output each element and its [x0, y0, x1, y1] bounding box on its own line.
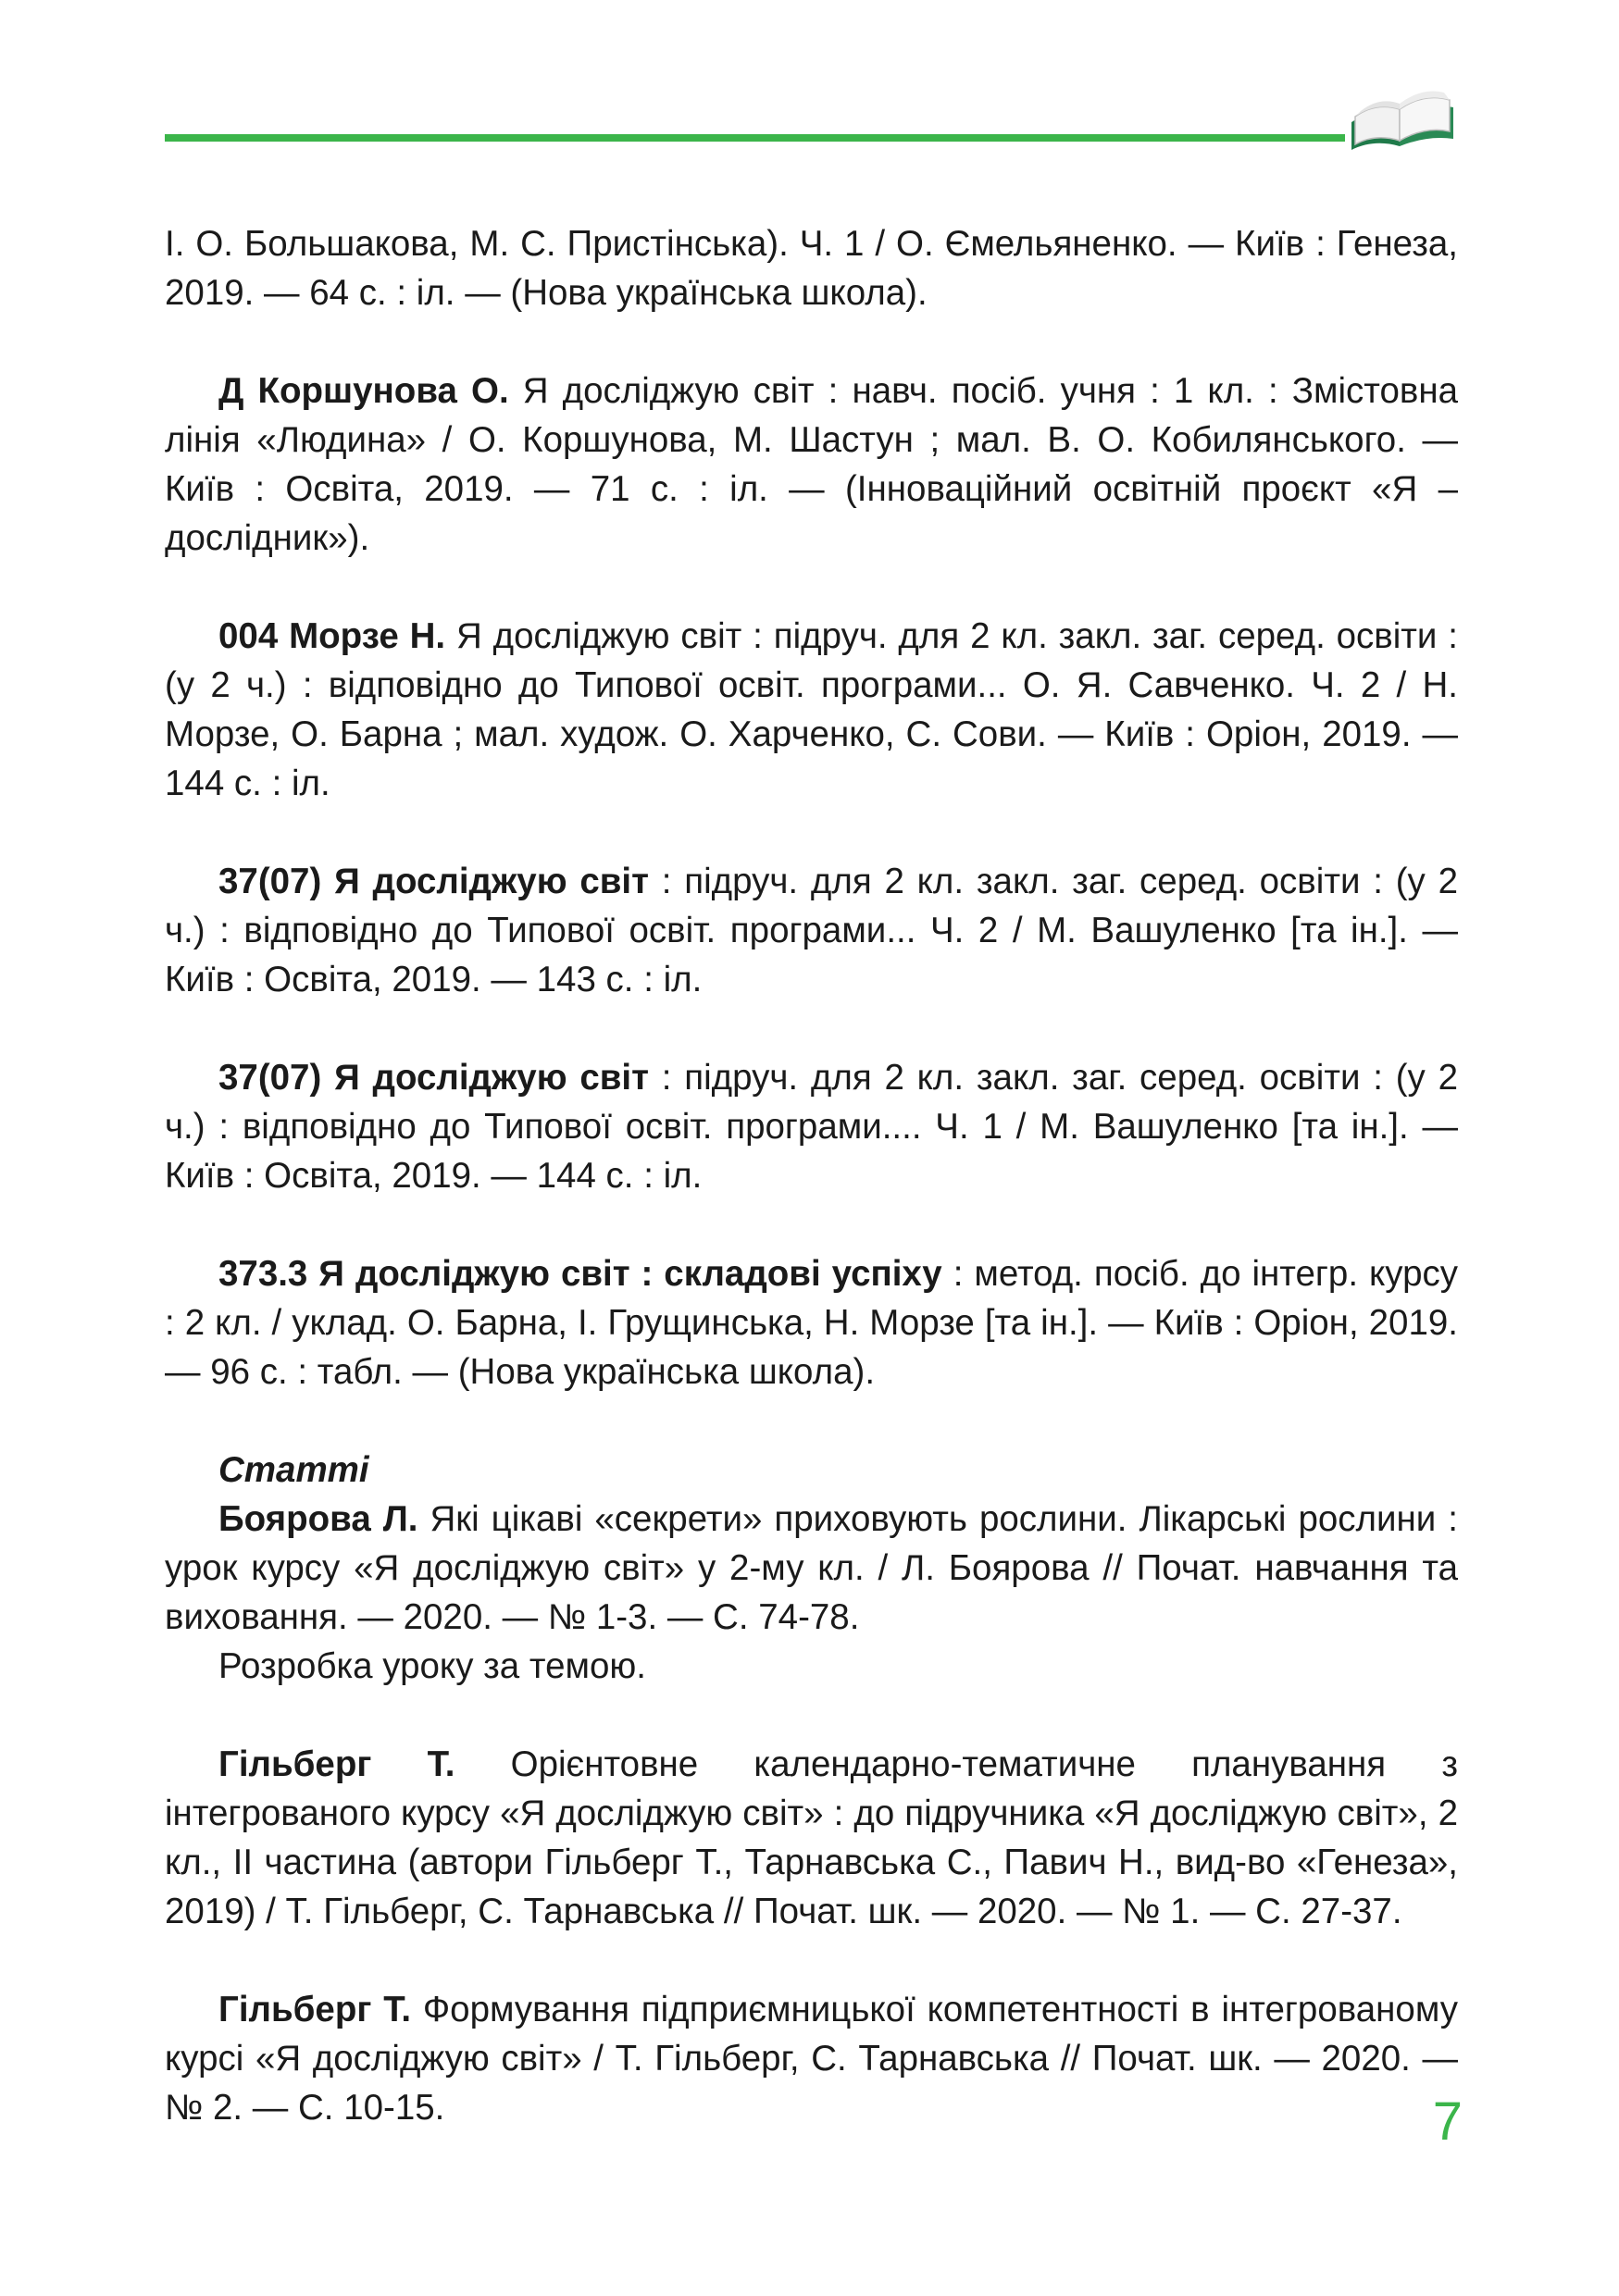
entry-skladovi-uspikhu: [165, 1249, 1458, 1396]
article-text: Орієнтовне календарно-тематичне планування з інтегрованого курсу «Я досліджую світ» : до підручника «Я досліджую світ», 2 кл., ІІ частина (автори Гільберг Т., Тарнавська С., Павич Н., вид-во «Генеза», 2019) / Т. Гільберг, С. Тарнавська // Почат. шк. — 2020. — № 1. — С. 27-37.: [165, 1744, 1458, 1931]
article-text: Формування підприємницької компетентності в інтегрованому курсі «Я досліджую світ» / Т. Гільберг, С. Тарнавська // Почат. шк. — 2020. — № 2. — С. 10-15.: [165, 1990, 1458, 2128]
entry-title: 37(07) Я досліджую світ: [218, 862, 649, 901]
open-book-icon: [1344, 74, 1460, 167]
entry-title: 37(07) Я досліджую світ: [218, 1058, 649, 1098]
entry-title: 373.3 Я досліджую світ : складові успіху: [218, 1254, 942, 1294]
entry-morze: [165, 612, 1458, 808]
entry-text: : підруч. для 2 кл. закл. заг. серед. освіти : (у 2 ч.) : відповідно до Типової освіт. програми.... Ч. 1 / М. Вашуленко [та ін.]. — Київ : Освіта, 2019. — 144 с. : іл.: [165, 1058, 1458, 1196]
entry-text: Я досліджую світ : підруч. для 2 кл. закл. заг. серед. освіти : (у 2 ч.) : відповідно до Типової освіт. програми... О. Я. Савченко. Ч. 2 / Н. Морзе, О. Барна ; мал. худож. О. Харченко, С. Сови. — Київ : Оріон, 2019. — 144 с. : іл.: [165, 616, 1458, 803]
article-author: Гільберг Т.: [218, 1990, 412, 2029]
article-author: Боярова Л.: [218, 1499, 418, 1539]
page-number: 7: [1432, 2091, 1463, 2152]
bibliography: [165, 219, 1458, 2132]
entry-author: 004 Морзе Н.: [218, 616, 446, 656]
article-note: Розробка уроку за темою.: [218, 1646, 646, 1686]
article-boyarova: [165, 1495, 1458, 1642]
article-gilberg-planning: [165, 1740, 1458, 1936]
entry-text: : підруч. для 2 кл. закл. заг. серед. освіти : (у 2 ч.) : відповідно до Типової освіт. програми... Ч. 2 / М. Вашуленко [та ін.]. — Київ : Освіта, 2019. — 143 с. : іл.: [165, 862, 1458, 999]
entry-continuation: І. О. Большакова, М. С. Пристінська). Ч. 1 / О. Ємельяненко. — Київ : Генеза, 2019. — 64 с. : іл. — (Нова українська школа).: [165, 224, 1458, 313]
entry-vashulenko-1: [165, 1053, 1458, 1200]
section-heading: Статті: [218, 1450, 369, 1490]
article-text: Які цікаві «секрети» приховують рослини. Лікарські рослини : урок курсу «Я досліджую світ» у 2-му кл. / Л. Боярова // Почат. навчання та виховання. — 2020. — № 1-3. — С. 74-78.: [165, 1499, 1458, 1637]
header-rule: [165, 134, 1345, 142]
entry-author: Д Коршунова О.: [218, 371, 509, 411]
entry-korshunova: [165, 366, 1458, 563]
entry-vashulenko-2: [165, 857, 1458, 1004]
article-author: Гільберг Т.: [218, 1744, 455, 1784]
entry-text: : метод. посіб. до інтегр. курсу : 2 кл. / уклад. О. Барна, І. Грущинська, Н. Морзе [та ін.]. — Київ : Оріон, 2019. — 96 с. : табл. — (Нова українська школа).: [165, 1254, 1458, 1392]
entry-text: Я досліджую світ : навч. посіб. учня : 1 кл. : Змістовна лінія «Людина» / О. Коршунова, М. Шастун ; мал. В. О. Кобилянського. — Київ : Освіта, 2019. — 71 с. : іл. — (Інноваційний освітній проєкт «Я – дослідник»).: [165, 371, 1459, 558]
article-gilberg-competence: [165, 1985, 1458, 2132]
